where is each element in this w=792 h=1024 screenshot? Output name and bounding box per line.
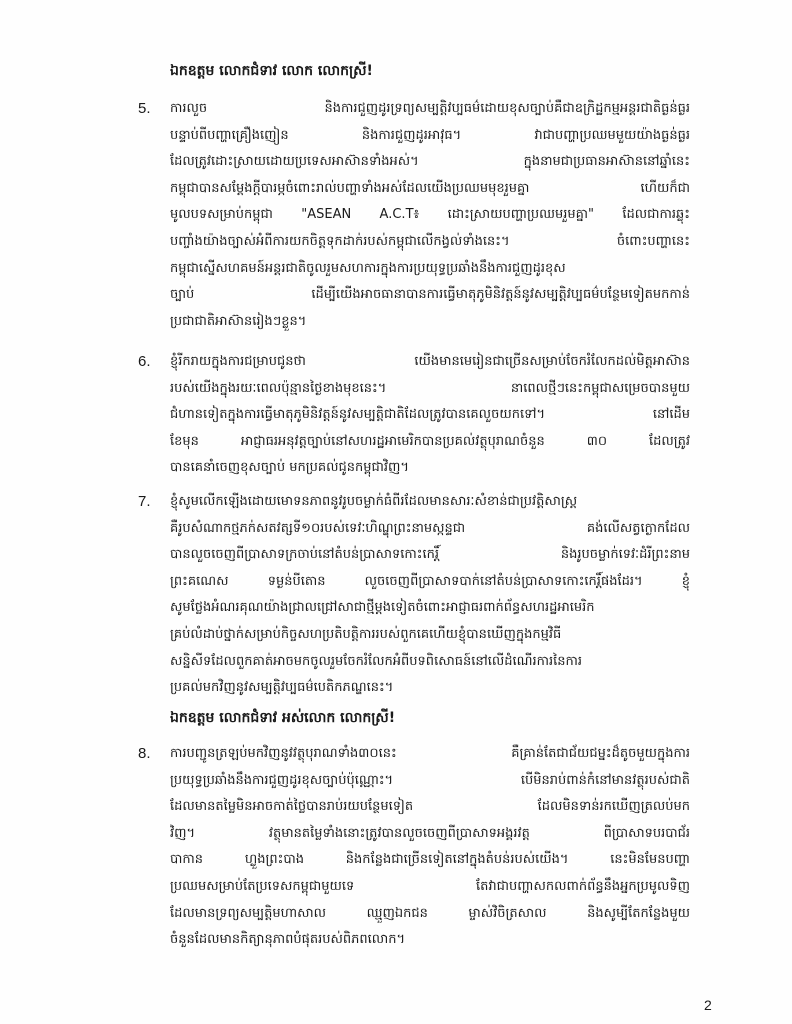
text-line: ការបញ្ជូនត្រឡប់មកវិញនូវវត្ថុបុរាណទាំង៣០នេះ គឺគ្រាន់តែជាជ័យជម្នះដ៏តូចមួយក្នុងការ — [170, 746, 690, 761]
page-number: 2 — [704, 997, 712, 1013]
text-line: ចំនួនដែលមានកិត្យានុភាពបំផុតរបស់ពិភពលោក។ — [170, 932, 406, 948]
text-line: គ្រប់លំដាប់ថ្នាក់សម្រាប់កិច្ចសហប្រតិបត្តិការរបស់ពួកគេហើយខ្ញុំបានឃើញក្នុងកម្មវិធី — [170, 626, 562, 642]
salutation-heading: ឯកឧត្តម លោកជំទាវ លោក លោកស្រី! — [170, 63, 373, 79]
paragraph-number: 7. — [138, 493, 151, 510]
text-line: ព្រះគណេស ទម្ងន់បីតោន លួចចេញពីប្រាសាទបាក់នៅតំបន់ប្រាសាទកោះកេរ្តិ៍ផងដែរ។ ខ្ញុំ — [170, 573, 690, 589]
paragraph-body — [170, 741, 690, 954]
text-line: ប្រជាជាតិអាស៊ានរៀងៗខ្លួន។ — [170, 313, 307, 329]
text-line: សន្និសីទដែលពួកគាត់អាចមកចូលរួមចែករំលែកអំពីបទពិសោធន៍នៅលើដំណើរការនៃការ — [170, 653, 582, 669]
text-line: ប្រយុទ្ធប្រឆាំងនឹងការជួញដូរខុសច្បាប់ប៉ុណ្ណោះ។ បើមិនរាប់ពាន់កំនៅមានវត្ថុរបស់ជាតិ — [170, 772, 690, 788]
text-line: គឺរូបសំណាកថ្មភក់សតវត្សទី១០របស់ទេវៈហិណ្ឌុព្រះនាមស្កន្ទជា គង់លើសត្វក្ងោកដែល — [170, 520, 690, 536]
paragraph-number: 6. — [138, 353, 151, 370]
paragraph-body — [170, 349, 690, 482]
text-line: កម្ពុជាស្នើសហគមន៍អន្តរជាតិចូលរួមសហការក្នុងការប្រយុទ្ធប្រឆាំងនឹងការជួញដូរខុស — [170, 260, 566, 276]
text-line: ដែលមានទ្រព្យសម្បត្តិមហាសាល ឈ្មួញឯកជន ម្ចាស់វិចិត្រសាល និងសូម្បីតែកន្លែងមួយ — [170, 905, 690, 921]
text-line: បានលួចចេញពីប្រាសាទក្រចាប់នៅតំបន់ប្រាសាទកោះកេរ្តិ៍ និងរូបចម្លាក់ទេវៈដំរីព្រះនាម — [170, 547, 690, 563]
paragraph-number: 8. — [138, 745, 151, 762]
text-line: ប្រឈមសម្រាប់តែប្រទេសកម្ពុជាមួយទេ តែវាជាបញ្ហាសកលពាក់ព័ន្ធនឹងអ្នកប្រមូលទិញ — [170, 878, 690, 894]
text-line: ជំហានទៀតក្នុងការធ្វើមាតុភូមិនិវត្តន៍នូវសម្បត្តិជាតិដែលត្រូវបានគេលួចយកទៅ។ នៅដើម — [170, 407, 690, 423]
text-line: បន្ទាប់ពីបញ្ហាគ្រឿងញៀន និងការជួញដូរអាវុធ។ វាជាបញ្ហាប្រឈមមួយយ៉ាងធ្ងន់ធ្ងរ — [170, 127, 690, 143]
paragraph-body — [170, 489, 690, 702]
text-line: ដែលត្រូវដោះស្រាយដោយប្រទេសអាស៊ានទាំងអស់។ ក្នុងនាមជាប្រធានអាស៊ាននៅឆ្នាំនេះ — [170, 154, 690, 170]
text-line: ដែលមានតម្លៃមិនអាចកាត់ថ្លៃបានរាប់រយបន្ថែមទៀត ដែលមិនទាន់រកឃើញត្រលប់មក — [170, 799, 690, 815]
text-line: សូមថ្លែងអំណរគុណយ៉ាងជ្រាលជ្រៅសាជាថ្មីម្តងទៀតចំពោះអាជ្ញាធរពាក់ព័ន្ធសហរដ្ឋអាមេរិក — [170, 600, 595, 616]
text-line: របស់យើងក្នុងរយៈពេលប៉ុន្មានថ្ងៃខាងមុខនេះ។ នាពេលថ្មីៗនេះកម្ពុជាសម្រេចបានមួយ — [170, 380, 690, 396]
text-line: មូលបទសម្រាប់កម្ពុជា "ASEAN A.C.T៖ ដោះស្រាយបញ្ហាប្រឈមរួមគ្នា" ដែលជាការឆ្លុះ — [170, 207, 690, 223]
text-line: ច្បាប់ ដើម្បីយើងអាចធានាបានការធ្វើមាតុភូមិនិវត្តន៍នូវសម្បត្តិវប្បធម៌បន្ថែមទៀតមកកាន់ — [170, 287, 690, 303]
text-line: ខ្ញុំរីករាយក្នុងការជម្រាបជូនថា យើងមានមេរៀនជាច្រើនសម្រាប់ចែករំលែកដល់មិត្តអាស៊ាន — [170, 354, 690, 369]
paragraph-number: 5. — [138, 100, 151, 117]
text-line: ប្រគល់មកវិញនូវសម្បត្តិវប្បធម៌បេតិកភណ្ឌនេះ។ — [170, 680, 394, 696]
text-line: កម្ពុជាបានសម្តែងក្តីបារម្ភចំពោះរាល់បញ្ហាទាំងអស់ដែលយើងប្រឈមមុខរួមគ្នា ហើយក៏ជា — [170, 180, 690, 196]
text-line: បញ្ចាំងយ៉ាងច្បាស់អំពីការយកចិត្តទុកដាក់របស់កម្ពុជាលើកង្វល់ទាំងនេះ។ ចំពោះបញ្ហានេះ — [170, 233, 690, 249]
text-line: ខែមុន អាជ្ញាធរអនុវត្តច្បាប់នៅសហរដ្ឋអាមេរិកបានប្រគល់វត្ថុបុរាណចំនួន ៣០ ដែលត្រូវ — [170, 433, 690, 449]
text-line: ខ្ញុំសូមលើកឡើងដោយមោទនភាពនូវរូបចម្លាក់ធំពីរដែលមានសារៈសំខាន់ជាប្រវត្តិសាស្ត្រ — [170, 494, 578, 509]
paragraph-body — [170, 96, 690, 335]
text-line: បានគេនាំចេញខុសច្បាប់ មកប្រគល់ជូនកម្ពុជាវិញ។ — [170, 460, 409, 476]
text-line: ការលួច និងការជួញដូរទ្រព្យសម្បត្តិវប្បធម៌ដោយខុសច្បាប់គឺជាឧក្រិដ្ឋកម្មអន្តរជាតិធ្ងន់ធ្ងរ — [170, 101, 690, 116]
salutation-heading: ឯកឧត្តម លោកជំទាវ អស់លោក លោកស្រី! — [170, 710, 396, 726]
text-line: វិញ។ វត្ថុមានតម្លៃទាំងនោះត្រូវបានលួចចេញពីប្រាសាទអង្គរវត្ត ពីប្រាសាទបរបាជ័រ — [170, 825, 690, 841]
text-line: បាកាន ហ្លួងព្រះបាង និងកន្លែងជាច្រើនទៀតនៅក្នុងតំបន់របស់យើង។ នេះមិនមែនបញ្ហា — [170, 852, 690, 868]
